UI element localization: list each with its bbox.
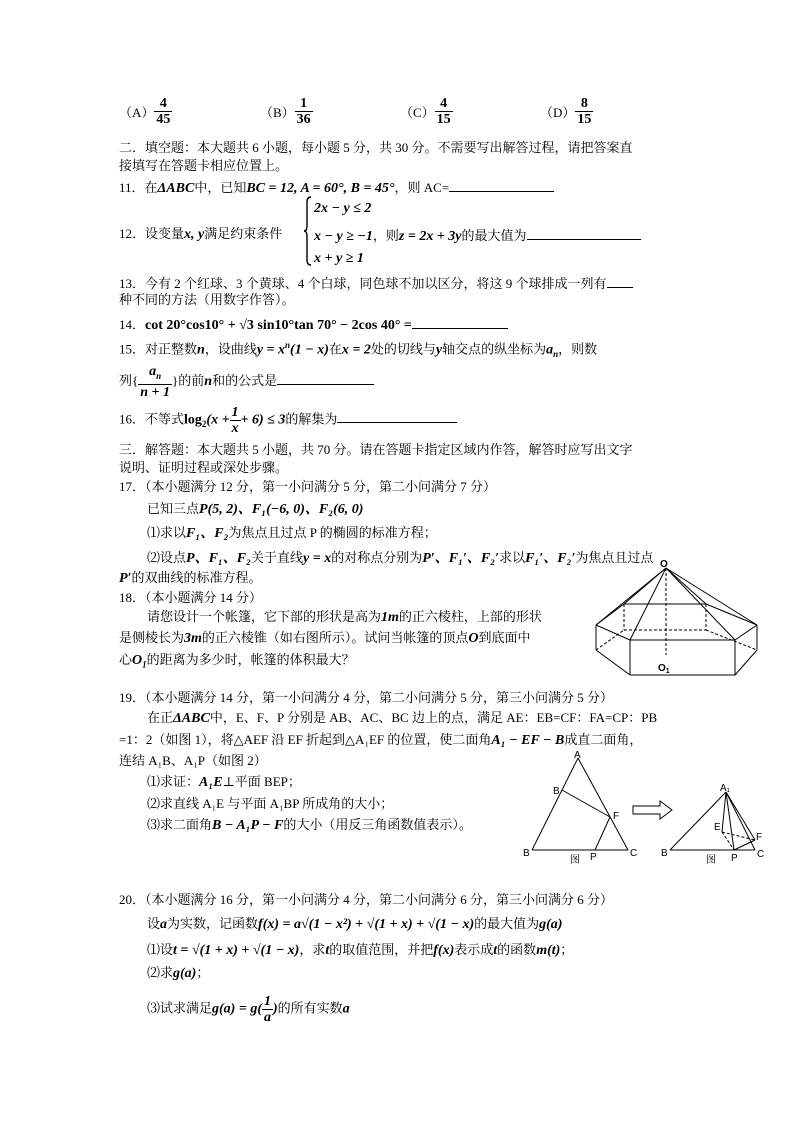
question-19-part3: ⑶求二面角B − A₁P − F的大小（用反三角函数值表示）。 <box>147 817 472 833</box>
constraint-brace <box>304 196 312 266</box>
question-20-line1: 设a为实数，记函数f(x) = a√(1 − x²) + √(1 + x) + √(1 − x)的最大值为g(a) <box>147 916 563 932</box>
svg-text:E: E <box>714 822 721 833</box>
answer-blank-16[interactable] <box>337 408 457 423</box>
question-12: 12．设变量x, y满足约束条件 <box>119 226 283 242</box>
answer-blank-12[interactable] <box>527 225 641 240</box>
triangle-figure-1 <box>520 750 645 865</box>
option-a-fraction: $\frac{4}{45}$ <box>156 96 171 127</box>
question-19-line1: 在正ΔABC中，E、F、P 分别是 AB、AC、BC 边上的点，满足 AE：EB=CF：FA=CP：PB <box>147 710 658 726</box>
option-a: （A） $\frac{4}{45}$ <box>119 96 171 127</box>
question-17-part1: ⑴求以F₁、F₂为焦点且过点 P 的椭圆的标准方程； <box>147 525 437 541</box>
section2-heading-line2: 接填写在答题卡相应位置上。 <box>119 158 289 173</box>
question-20-part3: ⑶试求满足g(a) = g( $\frac{1}{a}$ )的所有实数a <box>147 994 350 1025</box>
svg-text:F: F <box>613 811 620 822</box>
section2-heading-line1: 二．填空题：本大题共 6 小题，每小题 5 分，共 30 分。不需要写出解答过程，请把答案直 <box>119 140 633 155</box>
question-17-part2: ⑵设点P、F₁、F₂关于直线y = x的对称点分别为P′、F₁′、F₂′求以F₁′、F₂′为焦点且过点 <box>147 550 654 566</box>
question-19-line3: 连结 A₁B、A₁P（如图 2） <box>119 753 267 768</box>
option-c-fraction: $\frac{4}{15}$ <box>436 96 451 127</box>
question-15-line1: 15．对正整数n，设曲线$y = x^n(1 - x)$在x = 2处的切线与y轴交点的纵坐标为$a_n$，则数 <box>119 340 598 359</box>
option-d: （D） $\frac{8}{15}$ <box>540 96 592 127</box>
svg-text:B: B <box>523 848 530 859</box>
option-b-fraction: $\frac{1}{36}$ <box>296 96 311 127</box>
question-18-line2: 是侧棱长为3m的正六棱锥（如右图所示）。试问当帐篷的顶点O到底面中 <box>119 630 531 646</box>
question-19-heading: 19．（本小题满分 14 分，第一小问满分 4 分，第二小问满分 5 分，第三小问满分 5 分） <box>119 690 614 705</box>
question-20-part1: ⑴设t = √(1 + x) + √(1 − x)，求t的取值范围，并把f(x)表示成t的函数m(t)； <box>147 942 574 958</box>
answer-blank-13[interactable] <box>607 273 633 288</box>
constraint-3: x + y ≥ 1 <box>314 251 364 266</box>
tent-figure <box>590 560 770 680</box>
option-b: （B） $\frac{1}{36}$ <box>260 96 311 127</box>
question-19-part2: ⑵求直线 A₁E 与平面 A₁BP 所成角的大小； <box>147 796 394 811</box>
triangle-figure-2 <box>660 780 770 865</box>
svg-text:P: P <box>590 852 597 863</box>
constraint-2: x − y ≥ −1，则z = 2x + 3y的最大值为 <box>314 225 641 245</box>
answer-blank-14[interactable] <box>412 314 508 329</box>
question-15-line2: 列{ $\frac{a_n}{n + 1}$ }的前n和的公式是 <box>119 364 374 400</box>
tent-center-label: $O_1$ <box>658 663 670 675</box>
option-d-fraction: $\frac{8}{15}$ <box>577 96 592 127</box>
answer-blank-15[interactable] <box>277 370 374 385</box>
question-18-heading: 18．（本小题满分 14 分） <box>119 590 263 605</box>
option-c: （C） $\frac{4}{15}$ <box>400 96 451 127</box>
question-19-part1: ⑴求证：A₁E⊥平面 BEP； <box>147 774 301 790</box>
question-14: 14．cot 20°cos10° + √3 sin10°tan 70° − 2cos 40° = <box>119 314 508 334</box>
svg-text:B: B <box>661 848 668 859</box>
svg-text:图: 图 <box>706 855 716 866</box>
question-16: 16．不等式$\log_2(x$ + $\frac{1}{x}$ + 6) ≤ 3的解集为 <box>119 405 457 436</box>
svg-text:图: 图 <box>570 855 580 866</box>
question-17-heading: 17．（本小题满分 12 分，第一小问满分 5 分，第二小问满分 7 分） <box>119 479 497 494</box>
question-17-given: 已知三点P(5, 2)、F₁(−6, 0)、F₂(6, 0) <box>147 501 364 517</box>
svg-text:P: P <box>731 853 738 864</box>
svg-text:A₁: A₁ <box>720 783 731 794</box>
question-17-part2-line2: P′的双曲线的标准方程。 <box>119 570 262 586</box>
constraint-1: 2x − y ≤ 2 <box>314 201 372 216</box>
tent-apex-label: O <box>660 559 668 570</box>
question-13-line2: 种不同的方法（用数字作答）。 <box>119 292 295 307</box>
question-20-heading: 20．（本小题满分 16 分，第一小问满分 4 分，第二小问满分 6 分，第三小问满分 6 分） <box>119 892 614 907</box>
svg-text:F: F <box>756 832 763 843</box>
question-18-line3: 心$O_1$的距离为多少时，帐篷的体积最大？ <box>119 652 355 670</box>
svg-text:C: C <box>757 849 765 860</box>
question-11: 11．在ΔABC中，已知BC = 12, A = 60°, B = 45°，则 AC= <box>119 177 554 197</box>
section3-heading-line2: 说明、证明过程或深处步骤。 <box>119 460 289 475</box>
svg-text:C: C <box>630 848 638 859</box>
svg-text:B: B <box>553 786 560 797</box>
question-18-line1: 请您设计一个帐篷，它下部的形状是高为1m的正六棱柱，上部的形状 <box>147 609 542 625</box>
question-13-line1: 13．今有 2 个红球、3 个黄球、4 个白球，同色球不加以区分，将这 9 个球排成一列有 <box>119 273 633 292</box>
answer-blank-11[interactable] <box>449 177 554 192</box>
question-20-part2: ⑵求g(a)； <box>147 965 210 981</box>
question-19-line2: =1：2（如图 1），将△AEF 沿 EF 折起到△A₁EF 的位置，使二面角A₁ − EF − B成直二面角， <box>119 732 643 748</box>
section3-heading-line1: 三．解答题：本大题共 5 小题，共 70 分。请在答题卡指定区域内作答，解答时应写出文字 <box>119 442 633 457</box>
svg-text:A: A <box>574 750 581 761</box>
